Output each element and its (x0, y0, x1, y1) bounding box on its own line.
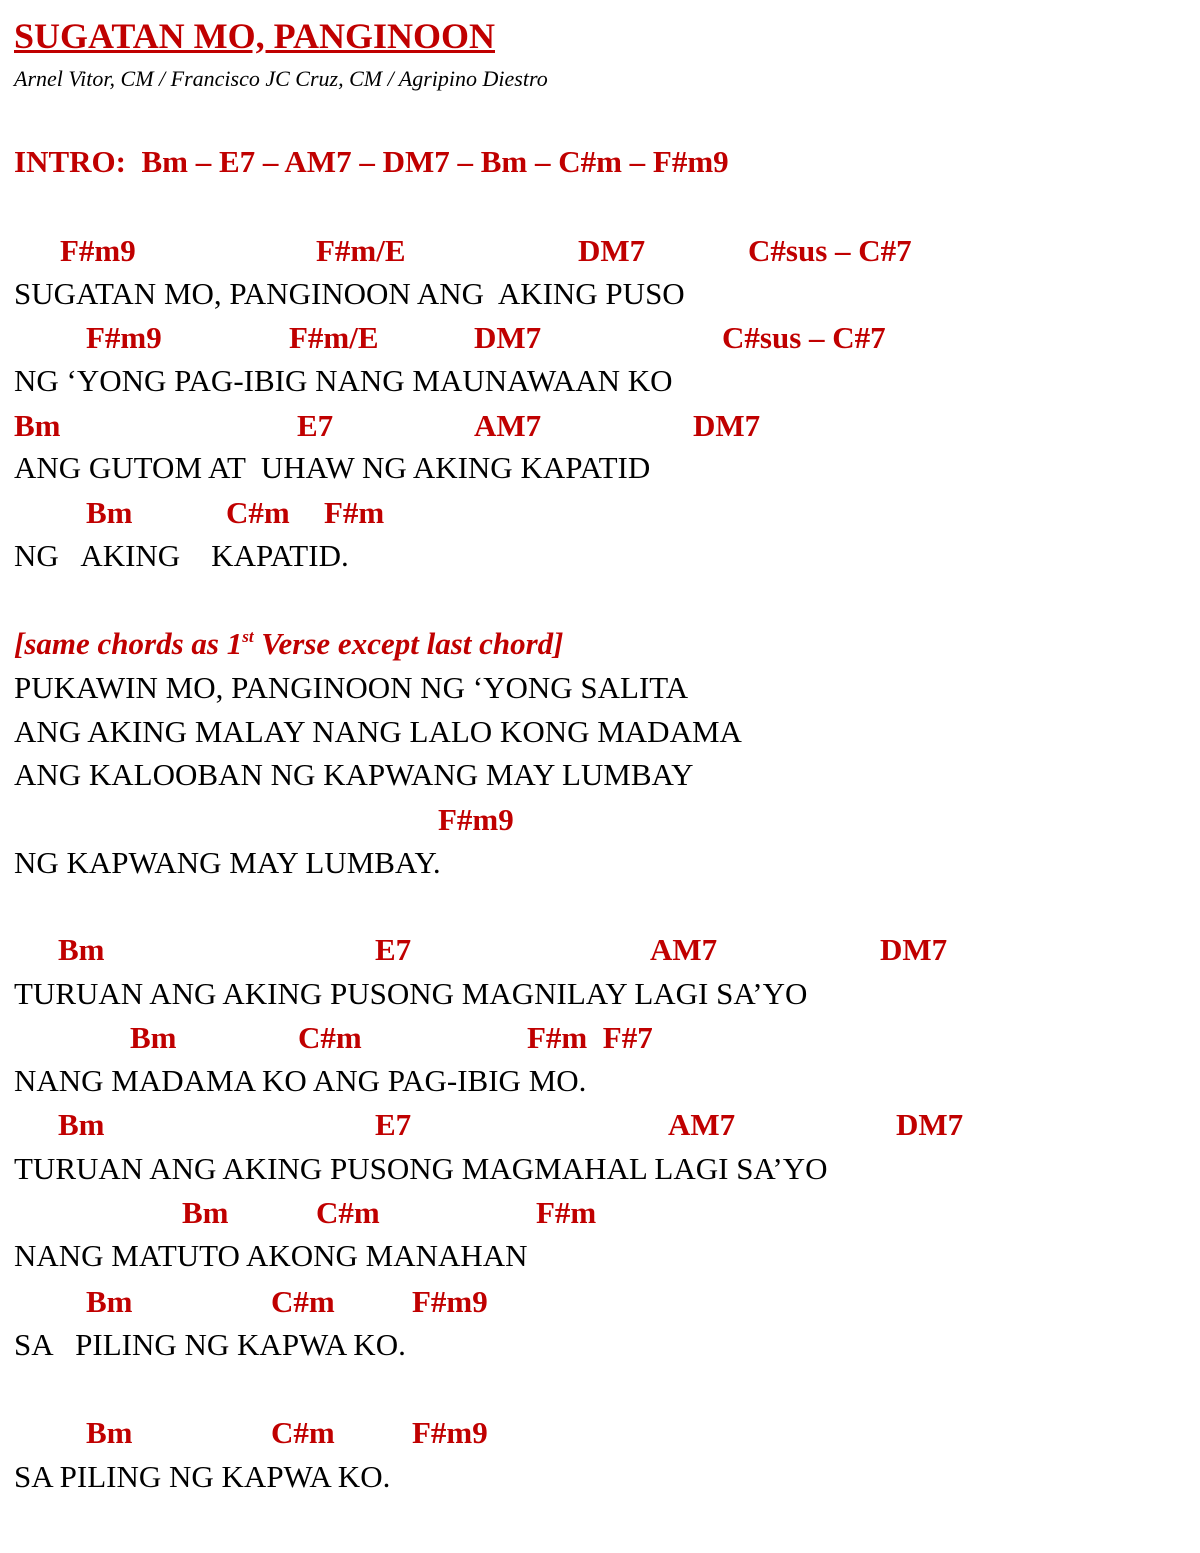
chord: F#m9 (412, 1415, 488, 1450)
chord: E7 (297, 408, 334, 443)
lyric-line: SUGATAN MO, PANGINOON ANG AKING PUSO (14, 276, 685, 311)
chord: F#m F#7 (527, 1020, 653, 1055)
chord: DM7 (474, 320, 542, 355)
chord: AM7 (650, 932, 718, 967)
chord: F#m9 (60, 233, 136, 268)
chord: DM7 (578, 233, 646, 268)
chord: Bm (182, 1195, 229, 1230)
song-authors: Arnel Vitor, CM / Francisco JC Cruz, CM / Agripino Diestro (14, 66, 548, 91)
chord: E7 (375, 932, 412, 967)
chord: C#m (271, 1284, 335, 1319)
lyric-line: NG AKING KAPATID. (14, 538, 349, 573)
chord: Bm (86, 495, 133, 530)
chord: Bm (58, 932, 105, 967)
lyric-line: TURUAN ANG AKING PUSONG MAGMAHAL LAGI SA’YO (14, 1151, 828, 1186)
chord: C#m (298, 1020, 362, 1055)
lyric-line: ANG GUTOM AT UHAW NG AKING KAPATID (14, 450, 651, 485)
lyric-line: ANG KALOOBAN NG KAPWANG MAY LUMBAY (14, 757, 694, 792)
lyric-line: NANG MADAMA KO ANG PAG-IBIG MO. (14, 1063, 587, 1098)
chord: C#sus – C#7 (748, 233, 912, 268)
chord: F#m9 (86, 320, 162, 355)
lyric-line: PUKAWIN MO, PANGINOON NG ‘YONG SALITA (14, 670, 689, 705)
chord: Bm (14, 408, 61, 443)
lyric-line: NANG MATUTO AKONG MANAHAN (14, 1238, 528, 1273)
lyric-line: SA PILING NG KAPWA KO. (14, 1327, 406, 1362)
chord: C#m (316, 1195, 380, 1230)
chord: AM7 (668, 1107, 736, 1142)
chord: C#m (271, 1415, 335, 1450)
chord: F#m9 (412, 1284, 488, 1319)
song-title: SUGATAN MO, PANGINOON (14, 16, 495, 56)
chord: F#m/E (316, 233, 406, 268)
chord: C#m (226, 495, 290, 530)
chord: F#m/E (289, 320, 379, 355)
chord: Bm (86, 1284, 133, 1319)
chord: C#sus – C#7 (722, 320, 886, 355)
chord: AM7 (474, 408, 542, 443)
lyric-line: NG ‘YONG PAG-IBIG NANG MAUNAWAAN KO (14, 363, 673, 398)
chord: DM7 (693, 408, 761, 443)
chord: F#m9 (438, 802, 514, 837)
lyric-line: ANG AKING MALAY NANG LALO KONG MADAMA (14, 714, 742, 749)
chord: F#m (536, 1195, 597, 1230)
intro-chords: INTRO: Bm – E7 – AM7 – DM7 – Bm – C#m – F#m9 (14, 144, 729, 179)
chord: Bm (130, 1020, 177, 1055)
chord: F#m (324, 495, 385, 530)
lyric-line: SA PILING NG KAPWA KO. (14, 1459, 391, 1494)
chord: DM7 (896, 1107, 964, 1142)
chord: E7 (375, 1107, 412, 1142)
lyric-line: NG KAPWANG MAY LUMBAY. (14, 845, 441, 880)
chord: Bm (86, 1415, 133, 1450)
lyric-line: TURUAN ANG AKING PUSONG MAGNILAY LAGI SA’YO (14, 976, 808, 1011)
chord-note: [same chords as 1st Verse except last chord] (14, 626, 564, 661)
chord: Bm (58, 1107, 105, 1142)
chord: DM7 (880, 932, 948, 967)
